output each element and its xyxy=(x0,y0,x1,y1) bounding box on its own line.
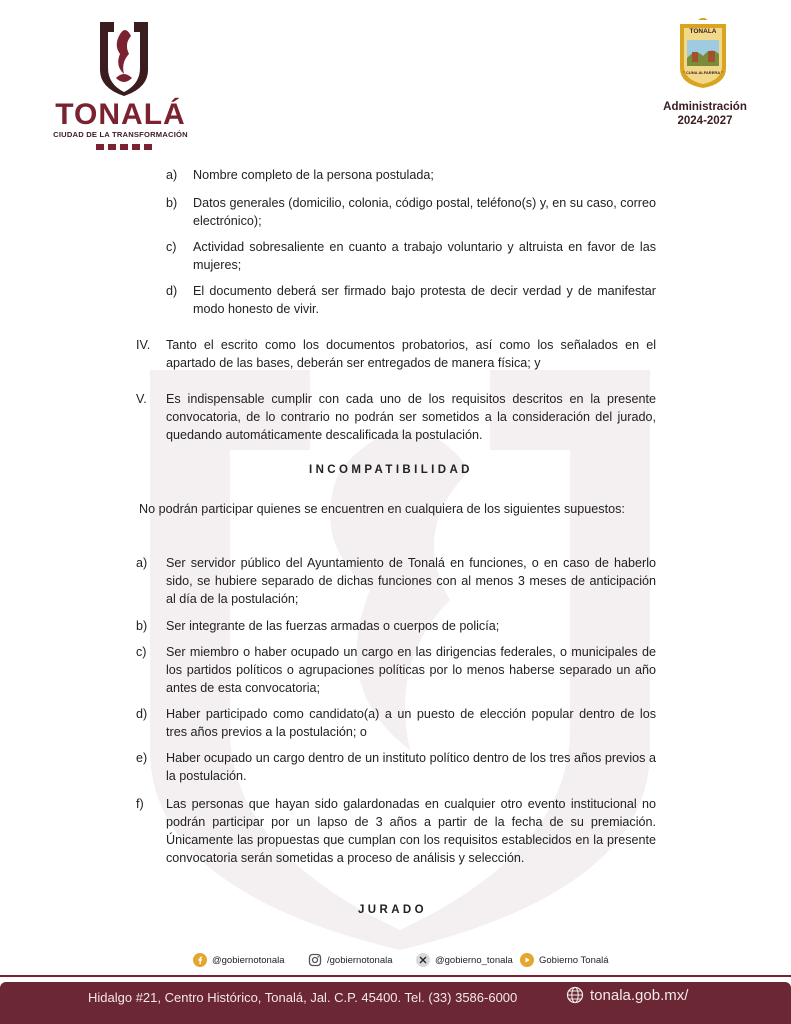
social-facebook[interactable] xyxy=(193,952,285,968)
list-marker: d) xyxy=(136,707,148,721)
instagram-handle: /gobiernotonala xyxy=(327,954,393,966)
list-marker: V. xyxy=(136,392,147,406)
footer-website[interactable] xyxy=(566,986,688,1004)
tonala-emblem-icon xyxy=(94,18,154,98)
list-item: Ser servidor público del Ayuntamiento de Tonalá en funciones, o en caso de haberlo sido, se hubiere separado de dichas funciones con al menos 3 meses de anticipación al día de la postulación; xyxy=(166,556,656,606)
list-item: Las personas que hayan sido galardonadas en cualquier otro evento institucional no podrán participar por un lapso de 3 años a partir de la fecha de su premiación. Únicamente las propuestas que cumplan con los requisitos establecidos en la presente convocatoria serán sometidas a proceso de análisis y selección. xyxy=(166,797,656,865)
instagram-icon xyxy=(308,953,322,967)
list-marker: d) xyxy=(166,284,178,298)
list-item: Nombre completo de la persona postulada; xyxy=(193,168,434,182)
list-item: Tanto el escrito como los documentos probatorios, así como los señalados en el apartado de las bases, deberán ser entregados de manera física; y xyxy=(166,338,656,370)
list-item: Ser integrante de las fuerzas armadas o cuerpos de policía; xyxy=(166,619,500,633)
administration-label: Administración xyxy=(663,101,747,113)
list-marker: a) xyxy=(136,556,148,570)
footer-address: Hidalgo #21, Centro Histórico, Tonalá, Jal. C.P. 45400. Tel. (33) 3586-6000 xyxy=(88,990,518,1005)
social-x[interactable] xyxy=(416,952,513,968)
list-marker: IV. xyxy=(136,338,151,352)
social-youtube[interactable] xyxy=(520,952,609,968)
social-instagram[interactable] xyxy=(308,952,393,968)
tonala-logo xyxy=(38,18,203,158)
list-marker: a) xyxy=(166,168,178,182)
list-item: Actividad sobresaliente en cuanto a trabajo voluntario y altruista en favor de las mujeres; xyxy=(193,240,656,272)
list-marker: b) xyxy=(136,619,148,633)
footer-divider xyxy=(0,975,791,977)
youtube-handle: Gobierno Tonalá xyxy=(539,954,609,966)
list-item: El documento deberá ser firmado bajo protesta de decir verdad y de manifestar modo honesto de vivir. xyxy=(193,284,656,316)
list-item: Es indispensable cumplir con cada uno de los requisitos descritos en la presente convocatoria, de lo contrario no podrán ser sometidos a la consideración del jurado, quedando automáticamente descalificada la postulación. xyxy=(166,392,656,442)
section-heading-jury: JURADO xyxy=(358,904,427,916)
x-icon xyxy=(416,953,430,967)
logo-title: TONALÁ xyxy=(55,98,186,131)
website-url: tonala.gob.mx/ xyxy=(590,986,689,1004)
youtube-icon xyxy=(520,953,534,967)
section-intro: No podrán participar quienes se encuentren en cualquiera de los siguientes supuestos: xyxy=(139,502,625,516)
list-item: Ser miembro o haber ocupado un cargo en las dirigencias federales, o municipales de los partidos políticos o agrupaciones políticas por lo menos haberse separado un año antes de esta convocatoria; xyxy=(166,645,656,695)
logo-ornament-icon xyxy=(94,142,154,152)
facebook-icon xyxy=(193,953,207,967)
section-heading-incompatibility: INCOMPATIBILIDAD xyxy=(309,464,473,476)
list-marker: e) xyxy=(136,751,148,765)
administration-period: 2024-2027 xyxy=(677,115,733,127)
logo-subtitle: CIUDAD DE LA TRANSFORMACIÓN xyxy=(53,130,188,139)
list-marker: f) xyxy=(136,797,144,811)
seal-name: TONALA xyxy=(689,28,717,35)
list-item: Haber participado como candidato(a) a un puesto de elección popular dentro de los tres años previos a la postulación; o xyxy=(166,707,656,739)
globe-icon xyxy=(566,986,584,1004)
list-marker: c) xyxy=(166,240,177,254)
seal-motto: " CUNA ALFARERA " xyxy=(682,70,723,75)
facebook-handle: @gobiernotonala xyxy=(212,954,285,966)
list-marker: b) xyxy=(166,196,178,210)
list-marker: c) xyxy=(136,645,147,659)
administration-block xyxy=(640,100,770,128)
x-handle: @gobierno_tonala xyxy=(435,954,513,966)
list-item: Datos generales (domicilio, colonia, código postal, teléfono(s) y, en su caso, correo electrónico); xyxy=(193,196,656,228)
list-item: Haber ocupado un cargo dentro de un instituto político dentro de los tres años previos a la postulación. xyxy=(166,751,656,783)
